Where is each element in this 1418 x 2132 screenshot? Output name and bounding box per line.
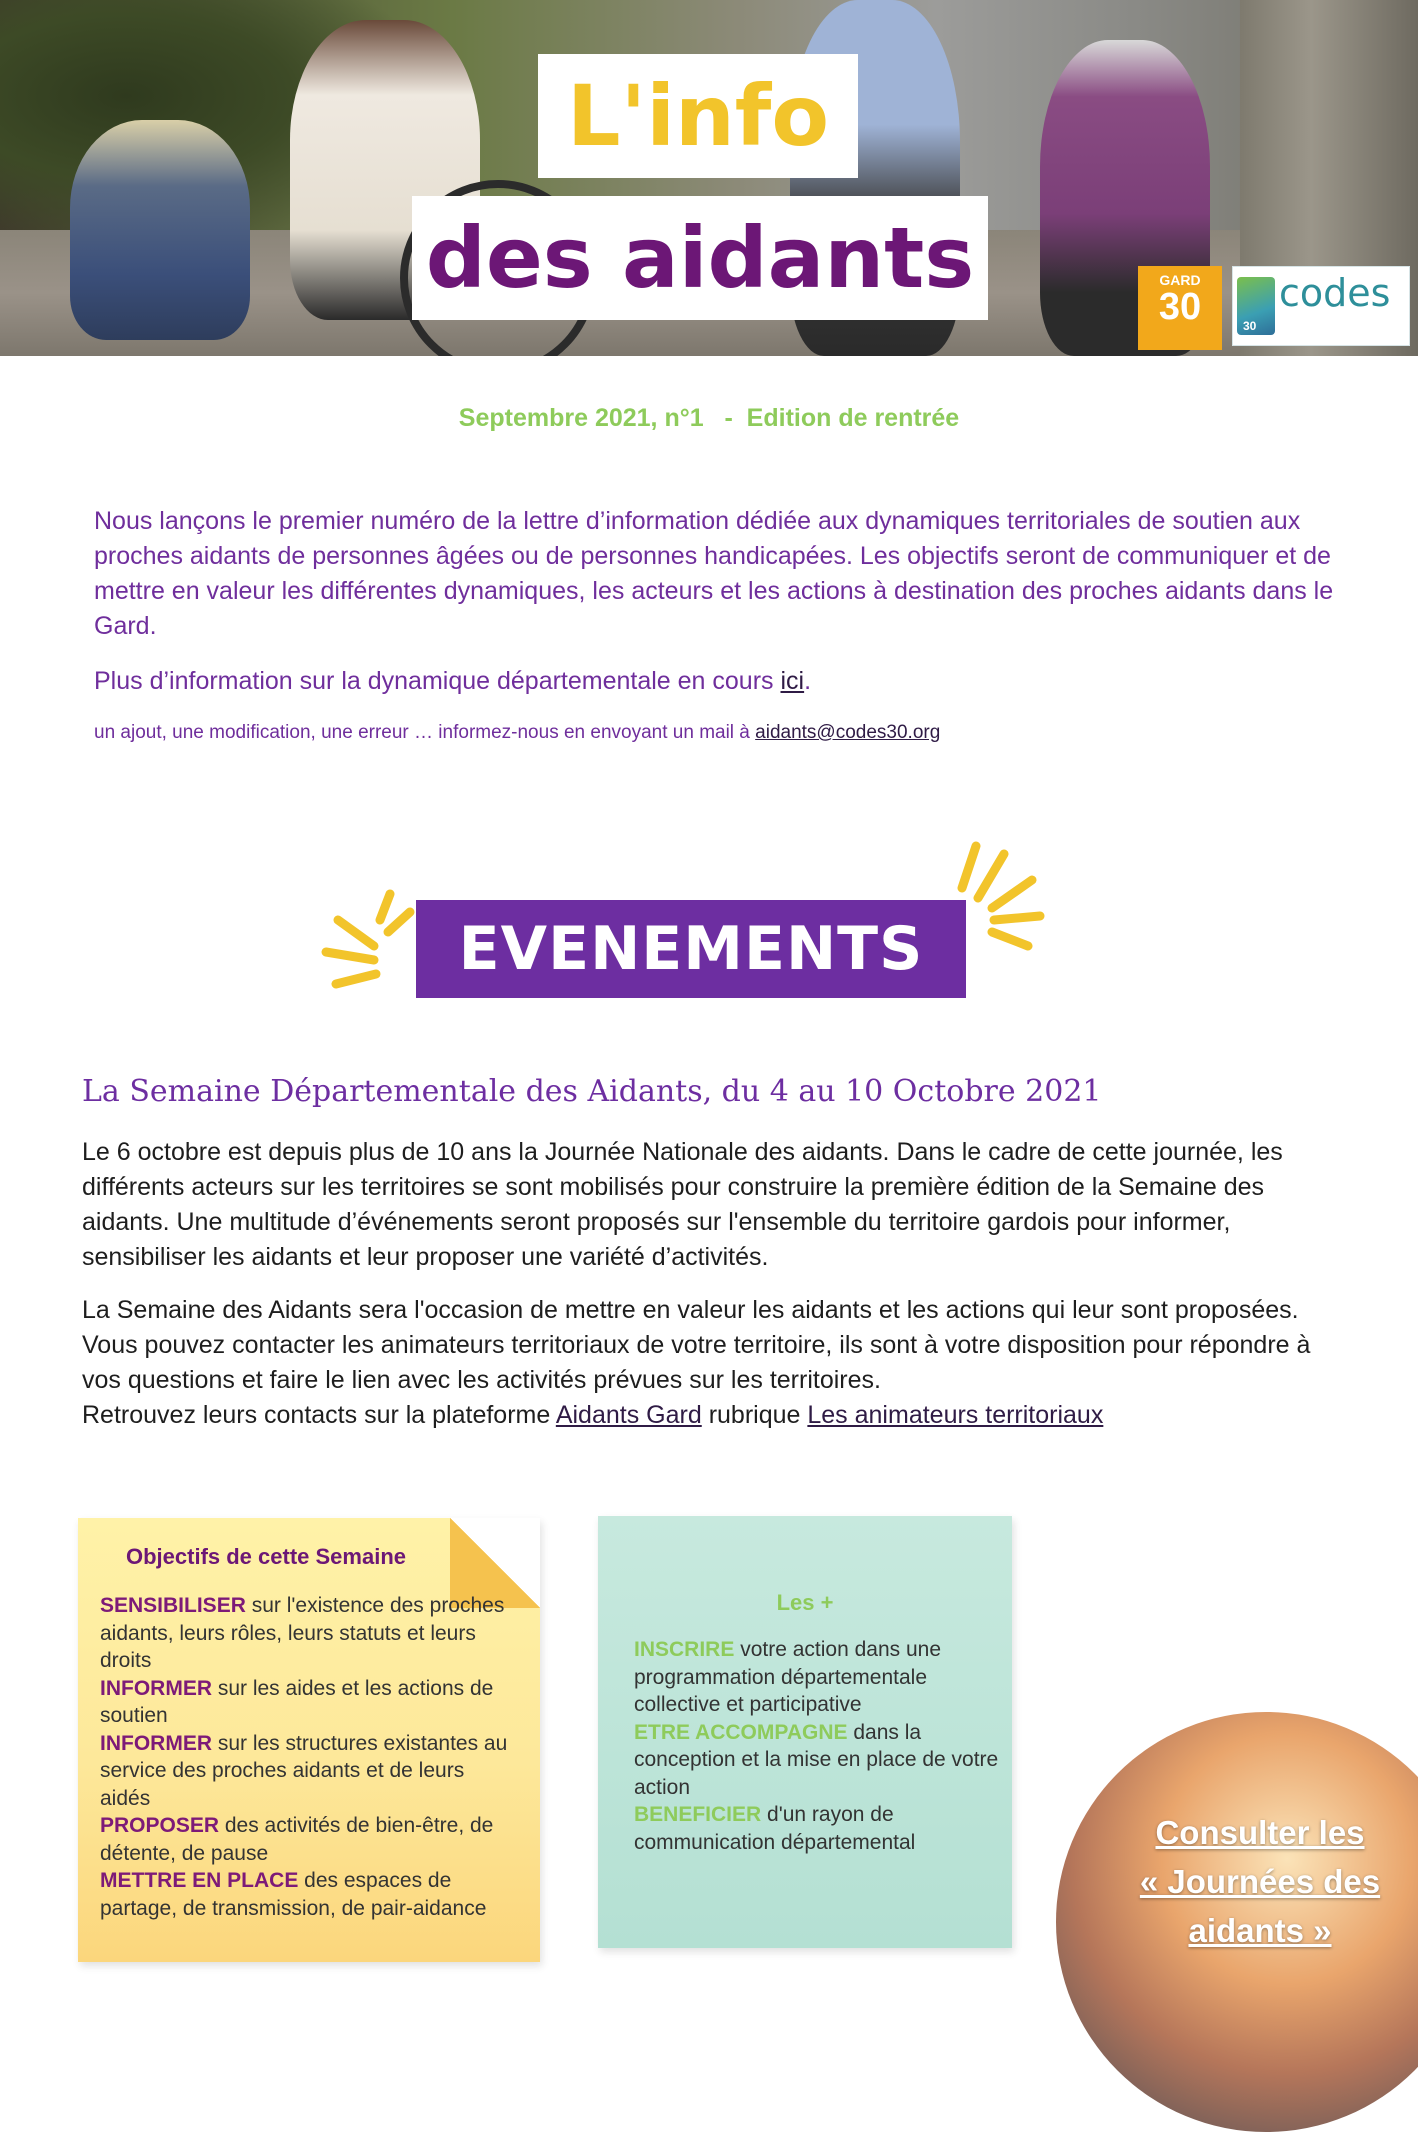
aidants-gard-link[interactable]: Aidants Gard [555,1401,702,1429]
benefit-keyword: INSCRIRE [634,1638,735,1661]
photo-person-crouching [70,120,250,340]
benefit-text: votre action dans une programmation départementale collective et participative [634,1638,941,1716]
consult-link-line3: aidants » [1188,1912,1332,1949]
objective-item [100,1675,510,1730]
event-paragraph-2: La Semaine des Aidants sera l'occasion de mettre en valeur les aidants et les actions qui leur sont proposées. Vous pouvez contacter les animateurs territoriaux de votre territoire, ils sont à votre disposition pour répondre à vos questions et faire le lien avec les activités prévues sur les territoires. [82,1296,1311,1394]
event-paragraph-1: Le 6 octobre est depuis plus de 10 ans la Journée Nationale des aidants. Dans le cadre de cette journée, les différents acteurs sur les territoires se sont mobilisés pour construire la première édition de la Semaine des aidants. Une multitude d’événements seront proposés sur l'ensemble du territoire gardois pour informer, sensibiliser les aidants et leur proposer une variété d’activités. [82,1138,1283,1271]
benefit-item [634,1801,1004,1856]
gard-logo [1138,266,1222,350]
contact-email-link[interactable]: aidants@codes30.org [755,722,941,743]
more-info-text: Plus d’information sur la dynamique départementale en cours [94,667,781,695]
objective-keyword: SENSIBILISER [100,1594,246,1617]
feedback-note [94,722,940,744]
intro-text [94,504,1334,644]
left-rays-icon [318,880,418,1000]
more-info-end: . [804,667,812,695]
objectives-title: Objectifs de cette Semaine [126,1544,406,1569]
benefits-list [634,1636,1004,1856]
edition-line: Septembre 2021, n°1 - Edition de rentrée [458,404,960,432]
consult-journees-link[interactable] [1100,1808,1418,1955]
benefit-keyword: ETRE ACCOMPAGNE [634,1720,848,1744]
benefit-text: d'un rayon de communication départemental [634,1803,916,1854]
benefit-item [634,1636,1004,1719]
objective-text: sur les structures existantes au service des proches aidants et de leurs aidés [100,1731,508,1810]
intro-paragraph: Nous lançons le premier numéro de la lettre d’information dédiée aux dynamiques territoriales de soutien aux proches aidants de personnes âgées ou de personnes handicapées. Les objectifs seront de communiquer et de mettre en valeur les différentes dynamiques, les acteurs et les actions à destination des proches aidants dans le Gard. [94,507,1334,640]
animateurs-territoriaux-link[interactable]: Les animateurs territoriaux [807,1401,1104,1429]
more-info-link[interactable]: ici [780,667,805,695]
header-banner [0,0,1418,356]
benefit-item [634,1719,1004,1802]
newsletter-title-line2: des aidants [412,196,988,320]
consult-link-line1: Consulter les [1155,1814,1365,1851]
objective-text: des activités de bien-être, de détente, de pause [100,1814,494,1865]
consult-link-line2: « Journées des [1139,1863,1381,1900]
codes-logo [1232,266,1410,346]
codes-logo-word: codes [1279,271,1391,315]
section-heading-evenements: EVENEMENTS [416,900,966,998]
gard-logo-number: 30 [1158,286,1202,328]
newsletter-title-line1: L'info [538,54,858,178]
objective-item [100,1867,510,1922]
objective-text: sur l'existence des proches aidants, leurs rôles, leurs statuts et leurs droits [100,1594,505,1672]
objective-keyword: INFORMER [100,1676,212,1700]
objectives-list [100,1592,510,1922]
feedback-note-text: un ajout, une modification, une erreur … informez-nous en envoyant un mail à [94,722,756,743]
more-info-line [94,667,811,696]
objective-keyword: PROPOSER [100,1814,220,1837]
benefits-title: Les + [776,1590,834,1615]
event-title: La Semaine Départementale des Aidants, du 4 au 10 Octobre 2021 [82,1074,1102,1109]
event-contacts-line [82,1398,1352,1433]
objective-keyword: METTRE EN PLACE [100,1869,299,1892]
objective-item [100,1812,510,1867]
objective-text: des espaces de partage, de transmission, de pair-aidance [100,1869,487,1920]
benefit-keyword: BENEFICIER [634,1803,762,1826]
event-body [82,1135,1352,1433]
contacts-text: Retrouvez leurs contacts sur la plateforme [82,1401,556,1429]
objective-item [100,1730,510,1813]
contacts-mid: rubrique [701,1401,808,1429]
codes-logo-number: 30 [1243,319,1257,333]
objective-item [100,1592,510,1675]
objective-text: sur les aides et les actions de soutien [100,1676,494,1727]
objective-keyword: INFORMER [100,1731,212,1755]
gard-logo-label: GARD [1159,272,1201,288]
benefit-text: dans la conception et la mise en place de votre action [634,1720,999,1799]
